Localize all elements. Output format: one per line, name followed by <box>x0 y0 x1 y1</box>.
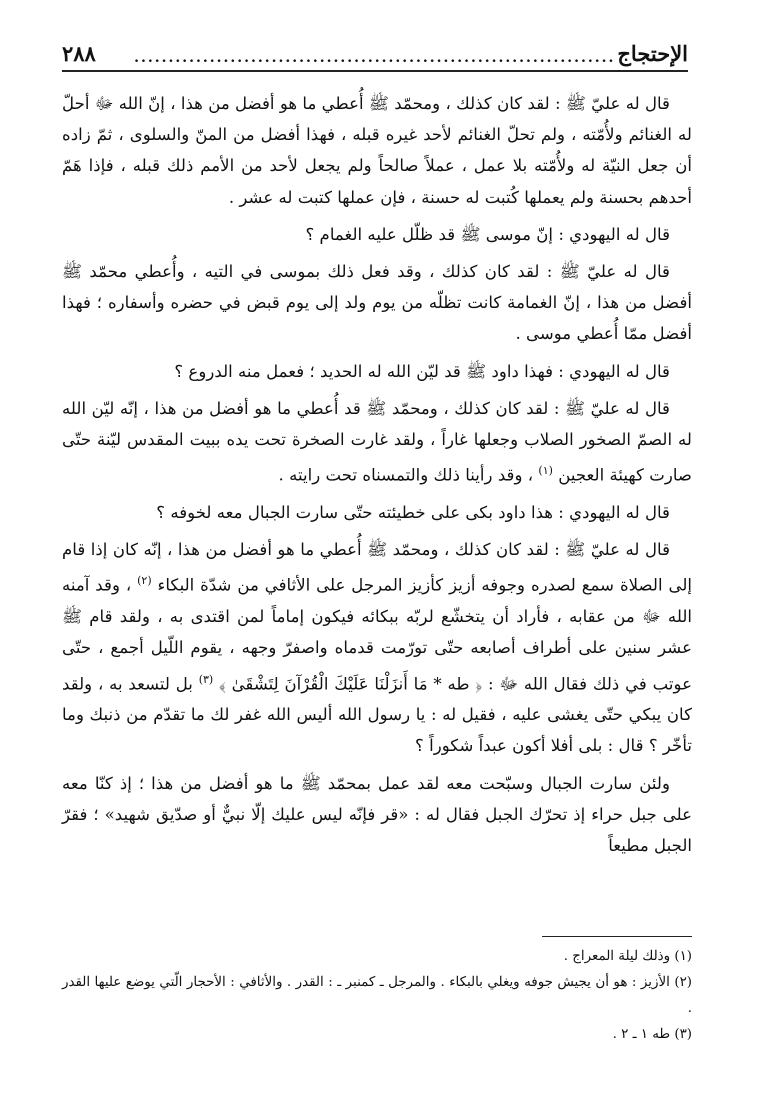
paragraph: ولئن سارت الجبال وسبّحت معه لقد عمل بمحمّد ﷺ ما هو أفضل من هذا ؛ إذ كنّا معه على جبل حراء إذ تحرّك الجبل فقال له : «قر فإنّه ليس عليك إلّا نبيٌّ أو صدّيق شهيد» ؛ فقرّ الجبل مطيعاً <box>62 773 692 856</box>
paragraph <box>62 393 692 491</box>
paragraph: قال له اليهودي : هذا داود بكى على خطيئته حتّى سارت الجبال معه لخوفه ؟ <box>156 502 670 522</box>
footnote-marker: (١) <box>538 464 553 478</box>
main-text <box>62 88 692 867</box>
paragraph-text: ، وقد آمنه الله ﷻ من عقابه ، فأراد أن يتخشّع لربّه ببكائه فيكون إماماً لمن اقتدى به ، ولقد قام ﷺ عشر سنين على أطراف أصابعه حتّى تورّمت قدماه واصفرّ وجهه ، يقوم اللّيل أجمع ، حتّى عوتب في ذلك فقال الله ﷻ : ﴿ طه * مَا أَنزَلْنَا عَلَيْكَ الْقُرْآنَ لِتَشْقَىٰ ﴾ <box>62 575 692 694</box>
footnote: (٣) طه ١ ـ ٢ . <box>612 1027 692 1042</box>
running-title <box>134 41 688 66</box>
footnote-marker: (٣) <box>198 672 214 686</box>
footnote: (٢) الأزيز : هو أن يجيش جوفه ويغلي بالبكاء . والمرجل ـ كمنبر ـ : القدر . والأثافي : الأحجار الّتي يوضع عليها القدر . <box>62 975 692 1016</box>
paragraph <box>62 534 692 761</box>
footnote: (١) وذلك ليلة المعراج . <box>563 949 692 964</box>
footnote-marker: (٢) <box>137 574 152 588</box>
paragraph: قال له عليّ ﷺ : لقد كان كذلك ، وقد فعل ذلك بموسى في التيه ، وأُعطي محمّد ﷺ أفضل من هذا ، إنّ الغمامة كانت تظلّه من يوم ولد إلى يوم قبض في حضره وأسفاره ؛ فهذا أفضل ممّا أُعطي موسى . <box>62 262 692 344</box>
paragraph-text: ، وقد رأينا ذلك والتمسناه تحت رايته . <box>278 465 534 485</box>
running-title-text: الإحتجاج <box>617 41 688 66</box>
paragraph-text: قال له عليّ ﷺ : لقد كان كذلك ، ومحمّد ﷺ أُعطي ما هو أفضل من هذا ، إنّه كان إذا قام إلى الصلاة سمع لصدره وجوفه أزيز كأزيز المرجل على الأثافي من شدّة البكاء <box>62 540 692 595</box>
paragraph: قال له اليهودي : إنّ موسى ﷺ قد ظلّل عليه الغمام ؟ <box>305 224 670 244</box>
paragraph: قال له اليهودي : فهذا داود ﷺ قد ليّن الله له الحديد ؛ فعمل منه الدروع ؟ <box>174 361 670 381</box>
footnote-divider <box>542 936 692 937</box>
paragraph: قال له عليّ ﷺ : لقد كان كذلك ، ومحمّد ﷺ أُعطي ما هو أفضل من هذا ، إنّ الله ﷻ أحلّ له الغنائم ولأُمّته ، ولم تحلّ الغنائم لأحد غيره قبله ، فهذا أفضل من المنّ والسلوى ، ثمّ زاده أن جعل النيّة له ولأُمّته بلا عمل ، عملاً صالحاً ولم يجعل لأحد من الأمم ذلك قبله ، فإذا هَمّ أحدهم بحسنة ولم يعملها كُتبت له حسنة ، فإن عملها كتبت له عشر . <box>62 94 692 207</box>
page-header <box>62 32 688 72</box>
paragraph-text: بل لتسعد به ، ولقد كان يبكي حتّى يغشى عليه ، فقيل له : يا رسول الله أليس الله غفر لك ما تقدّم من ذنبك وما تأخّر ؟ قال : بلى أفلا أكون عبداً شكوراً ؟ <box>62 674 692 756</box>
paragraph-text: قال له عليّ ﷺ : لقد كان كذلك ، ومحمّد ﷺ قد أُعطي ما هو أفضل من هذا ، إنّه ليّن الله له الصمّ الصخور الصلاب وجعلها غاراً ، ولقد غارت الصخرة تحت يده ببيت المقدس ليّنة حتّى صارت كهيئة العجين <box>62 398 692 485</box>
leader-dots: ...................................................................... <box>134 50 616 66</box>
page-number: ٢٨٨ <box>62 41 96 66</box>
footnotes <box>62 944 692 1048</box>
